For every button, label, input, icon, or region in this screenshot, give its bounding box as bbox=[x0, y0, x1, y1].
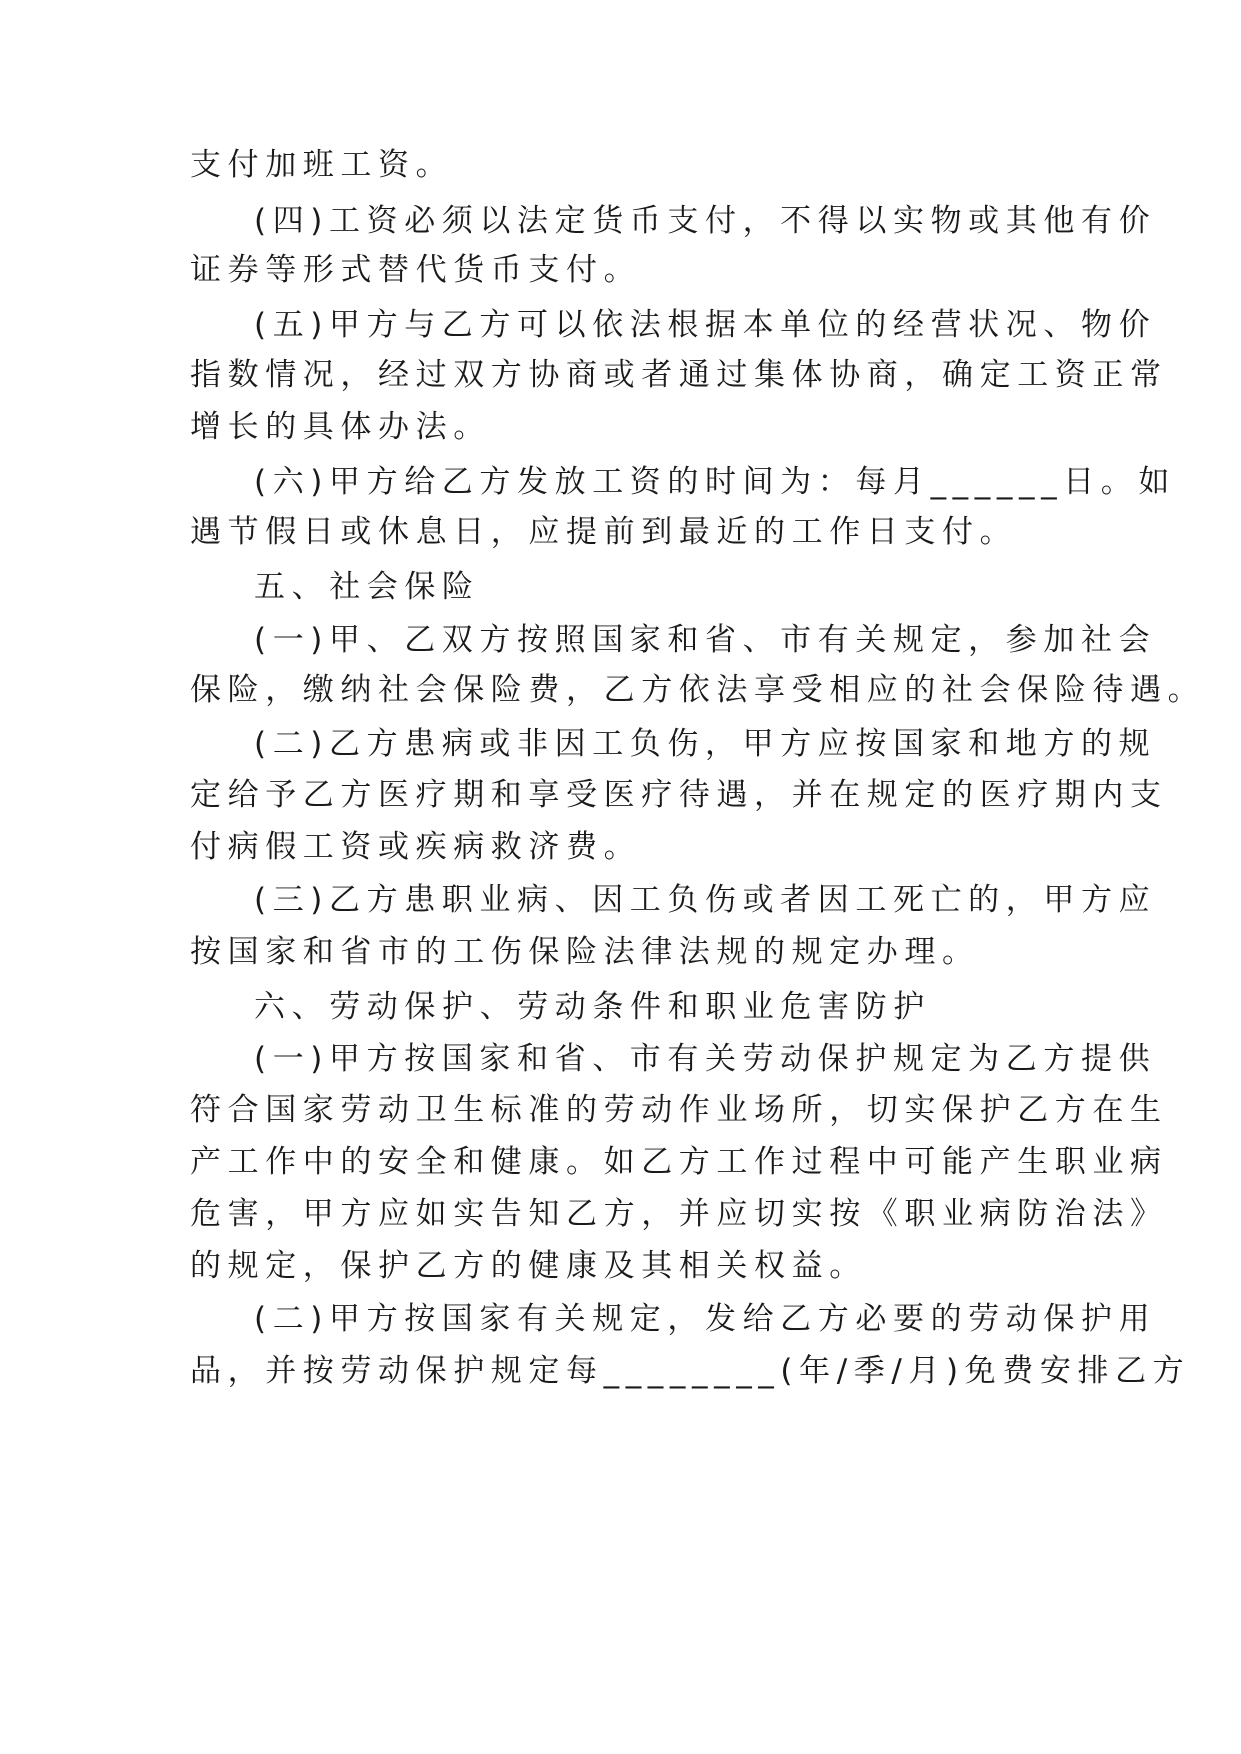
text-line: 增长的具体办法。 bbox=[190, 409, 491, 445]
text-line: 遇节假日或休息日，应提前到最近的工作日支付。 bbox=[190, 514, 1018, 550]
text-line: (二)甲方按国家有关规定，发给乙方必要的劳动保护用 bbox=[254, 1301, 1157, 1337]
text-line: (二)乙方患病或非因工负伤，甲方应按国家和地方的规 bbox=[254, 726, 1157, 762]
text-line: (三)乙方患职业病、因工负伤或者因工死亡的，甲方应 bbox=[254, 882, 1157, 918]
text-line: (六)甲方给乙方发放工资的时间为：每月______日。如 bbox=[254, 464, 1176, 500]
text-line: 品，并按劳动保护规定每________(年/季/月)免费安排乙方 bbox=[190, 1353, 1191, 1389]
text-line: 付病假工资或疾病救济费。 bbox=[190, 829, 642, 865]
text-line: 产工作中的安全和健康。如乙方工作过程中可能产生职业病 bbox=[190, 1144, 1168, 1180]
text-line: 按国家和省市的工伤保险法律法规的规定办理。 bbox=[190, 934, 980, 970]
section-heading: 六、劳动保护、劳动条件和职业危害防护 bbox=[254, 989, 931, 1025]
text-line: 证券等形式替代货币支付。 bbox=[190, 252, 642, 288]
text-line: 符合国家劳动卫生标准的劳动作业场所，切实保护乙方在生 bbox=[190, 1092, 1168, 1128]
text-line: (一)甲、乙双方按照国家和省、市有关规定，参加社会 bbox=[254, 622, 1157, 658]
text-line: (一)甲方按国家和省、市有关劳动保护规定为乙方提供 bbox=[254, 1041, 1157, 1077]
text-line: 保险，缴纳社会保险费，乙方依法享受相应的社会保险待遇。 bbox=[190, 672, 1206, 708]
section-heading: 五、社会保险 bbox=[254, 569, 480, 605]
text-line: 的规定，保护乙方的健康及其相关权益。 bbox=[190, 1248, 867, 1284]
text-line: 危害，甲方应如实告知乙方，并应切实按《职业病防治法》 bbox=[190, 1196, 1168, 1232]
text-line: (四)工资必须以法定货币支付，不得以实物或其他有价 bbox=[254, 203, 1157, 239]
text-line: 定给予乙方医疗期和享受医疗待遇，并在规定的医疗期内支 bbox=[190, 777, 1168, 813]
text-line: 支付加班工资。 bbox=[190, 147, 454, 183]
text-line: 指数情况，经过双方协商或者通过集体协商，确定工资正常 bbox=[190, 357, 1168, 393]
text-line: (五)甲方与乙方可以依法根据本单位的经营状况、物价 bbox=[254, 307, 1157, 343]
